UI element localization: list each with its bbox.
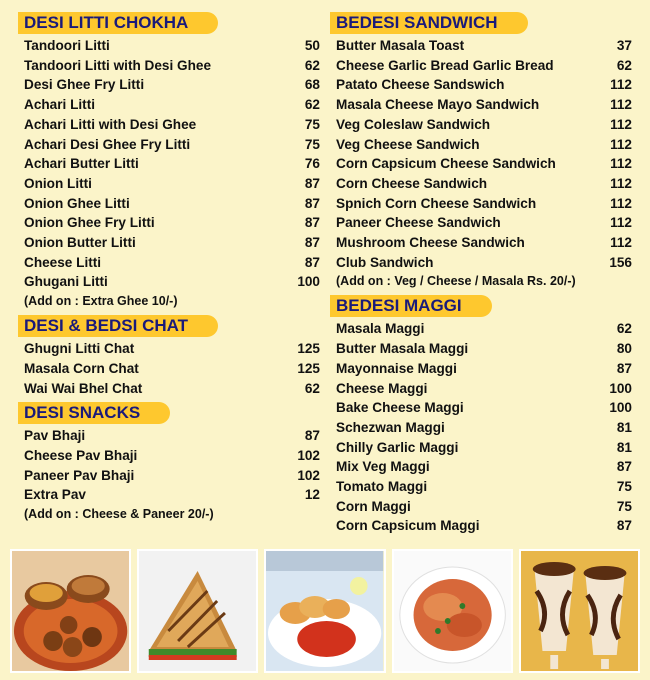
menu-item-name: Ghugani Litti	[24, 274, 108, 290]
menu-item	[24, 446, 320, 466]
menu-column-right	[330, 12, 632, 540]
menu-item-price: 80	[616, 341, 632, 357]
menu-item-price: 87	[304, 195, 320, 211]
menu-item-price: 100	[609, 380, 632, 396]
menu-item-price: 125	[297, 360, 320, 376]
menu-item-price: 112	[610, 156, 632, 172]
menu-item-name: Veg Cheese Sandwich	[336, 136, 480, 152]
menu-item-name: Achari Litti with Desi Ghee	[24, 116, 197, 132]
section-title: DESI SNACKS	[18, 402, 170, 424]
menu-item-price: 102	[297, 447, 320, 463]
menu-item	[336, 174, 632, 194]
menu-item-price: 102	[297, 467, 320, 483]
menu-item-name: Tandoori Litti	[24, 38, 110, 53]
menu-item-price: 100	[609, 400, 632, 416]
menu-item-price: 75	[616, 498, 632, 514]
menu-item-price: 87	[616, 518, 632, 534]
section-bedesi-sandwich	[330, 12, 632, 291]
menu-item-name: Cheese Pav Bhaji	[24, 447, 138, 463]
menu-item-price: 112	[610, 116, 632, 132]
menu-item	[24, 485, 320, 505]
menu-item-name: Masala Cheese Mayo Sandwich	[336, 97, 540, 113]
menu-item	[24, 95, 320, 115]
menu-column-left	[18, 12, 320, 528]
menu-item-price: 75	[616, 479, 632, 495]
menu-item-price: 112	[610, 215, 632, 231]
menu-item	[24, 135, 320, 155]
menu-item-name: Mayonnaise Maggi	[336, 360, 457, 376]
menu-item-name: Paneer Cheese Sandwich	[336, 215, 501, 231]
menu-item-price: 12	[304, 487, 320, 503]
menu-item	[24, 359, 320, 379]
menu-item	[24, 115, 320, 135]
menu-item-price: 68	[304, 77, 320, 93]
menu-item	[24, 36, 320, 56]
section-note: (Add on : Extra Ghee 10/-)	[24, 294, 178, 309]
menu-item-name: Onion Ghee Litti	[24, 195, 130, 211]
grilled-sandwich-photo	[137, 549, 258, 673]
menu-item-name: Desi Ghee Fry Litti	[24, 77, 145, 93]
menu-item-name: Ghugni Litti Chat	[24, 341, 135, 357]
menu-item-price: 87	[616, 459, 632, 475]
section-desi-bedsi-chat	[18, 315, 320, 398]
menu-item	[24, 426, 320, 446]
litti-chokha-photo	[10, 549, 131, 673]
menu-item	[336, 438, 632, 458]
menu-item-name: Mix Veg Maggi	[336, 459, 430, 475]
menu-item	[24, 379, 320, 399]
menu-item	[336, 154, 632, 174]
item-list	[330, 36, 632, 272]
menu-item-price: 81	[616, 439, 632, 455]
menu-item-name: Butter Masala Maggi	[336, 341, 469, 357]
menu-item	[24, 339, 320, 359]
menu-item-name: Chilly Garlic Maggi	[336, 439, 459, 455]
menu-item-name: Pav Bhaji	[24, 428, 86, 444]
menu-item	[336, 194, 632, 214]
menu-item	[336, 516, 632, 536]
menu-item-price: 75	[304, 136, 320, 152]
menu-item	[24, 233, 320, 253]
menu-item-name: Extra Pav	[24, 487, 86, 503]
pasta-photo	[392, 549, 513, 673]
menu-item-price: 156	[609, 254, 632, 270]
menu-item-price: 62	[304, 97, 320, 113]
menu-item-name: Cheese Litti	[24, 254, 102, 270]
cold-coffee-photo	[519, 549, 640, 673]
menu-item-name: Corn Maggi	[336, 498, 411, 514]
menu-item-name: Tandoori Litti with Desi Ghee	[24, 57, 212, 73]
section-title: DESI & BEDSI CHAT	[18, 315, 218, 337]
menu-item-price: 81	[616, 419, 632, 435]
menu-item	[24, 75, 320, 95]
menu-item-price: 87	[304, 235, 320, 251]
menu-item-price: 112	[610, 195, 632, 211]
menu-item	[336, 398, 632, 418]
menu-item-price: 112	[610, 235, 632, 251]
section-note: (Add on : Veg / Cheese / Masala Rs. 20/-)	[336, 274, 576, 289]
menu-item	[336, 36, 632, 56]
menu-item-price: 62	[616, 57, 632, 73]
menu-item-price: 75	[304, 116, 320, 132]
menu-item	[336, 56, 632, 76]
menu-item-name: Cheese Garlic Bread Garlic Bread	[336, 57, 554, 73]
item-list	[330, 319, 632, 536]
menu-item-name: Masala Maggi	[336, 321, 425, 337]
menu-item-name: Onion Ghee Fry Litti	[24, 215, 155, 231]
menu-item-price: 87	[304, 428, 320, 444]
menu-item-price: 87	[616, 360, 632, 376]
menu-item-price: 76	[304, 156, 320, 172]
menu-item	[336, 319, 632, 339]
menu-item-price: 50	[304, 38, 320, 53]
menu-item	[24, 174, 320, 194]
menu-item	[24, 56, 320, 76]
menu-item-name: Wai Wai Bhel Chat	[24, 380, 143, 396]
section-desi-litti-chokha	[18, 12, 320, 311]
section-desi-snacks	[18, 402, 320, 524]
pav-bhaji-photo	[264, 549, 385, 673]
menu-item-name: Bake Cheese Maggi	[336, 400, 464, 416]
menu-item-name: Masala Corn Chat	[24, 360, 139, 376]
menu-item-name: Achari Litti	[24, 97, 95, 113]
section-title: BEDESI MAGGI	[330, 295, 492, 317]
menu-item-price: 125	[297, 341, 320, 357]
menu-item	[24, 272, 320, 292]
menu-item-name: Spnich Corn Cheese Sandwich	[336, 195, 537, 211]
menu-item	[336, 497, 632, 517]
menu-item-price: 62	[304, 380, 320, 396]
menu-item-price: 62	[616, 321, 632, 337]
item-list	[18, 426, 320, 505]
menu-item-price: 112	[610, 97, 632, 113]
item-list	[18, 339, 320, 398]
menu-item	[336, 135, 632, 155]
menu-item	[336, 457, 632, 477]
menu-item	[336, 75, 632, 95]
menu-item	[336, 379, 632, 399]
menu-item-name: Cheese Maggi	[336, 380, 428, 396]
menu-item	[336, 359, 632, 379]
menu-item-price: 87	[304, 254, 320, 270]
menu-item-name: Onion Litti	[24, 175, 92, 191]
menu-item	[336, 233, 632, 253]
menu-item-name: Veg Coleslaw Sandwich	[336, 116, 491, 132]
menu-item-price: 87	[304, 215, 320, 231]
menu-item-name: Patato Cheese Sandswich	[336, 77, 505, 93]
menu-item-name: Corn Capsicum Maggi	[336, 518, 480, 534]
menu-item-price: 112	[610, 136, 632, 152]
menu-item-name: Corn Capsicum Cheese Sandwich	[336, 156, 556, 172]
menu-item-price: 87	[304, 175, 320, 191]
menu-item-name: Tomato Maggi	[336, 479, 428, 495]
menu-item-price: 37	[616, 38, 632, 53]
menu-item-price: 112	[610, 77, 632, 93]
menu-item	[336, 115, 632, 135]
menu-item	[24, 213, 320, 233]
menu-item	[336, 95, 632, 115]
menu-item	[24, 154, 320, 174]
menu-item-name: Mushroom Cheese Sandwich	[336, 235, 525, 251]
menu-item	[336, 477, 632, 497]
menu-item	[336, 339, 632, 359]
menu-item-price: 112	[610, 175, 632, 191]
menu-item	[336, 418, 632, 438]
menu-item-price: 100	[297, 274, 320, 290]
food-photo-strip	[10, 549, 640, 673]
section-title: BEDESI SANDWICH	[330, 12, 528, 34]
menu-item-name: Schezwan Maggi	[336, 419, 445, 435]
menu-item	[24, 253, 320, 273]
menu-item-name: Paneer Pav Bhaji	[24, 467, 135, 483]
section-bedesi-maggi	[330, 295, 632, 536]
menu-item	[336, 213, 632, 233]
menu-item-name: Achari Butter Litti	[24, 156, 139, 172]
section-title: DESI LITTI CHOKHA	[18, 12, 218, 34]
menu-item-name: Onion Butter Litti	[24, 235, 136, 251]
menu-item	[336, 253, 632, 273]
item-list	[18, 36, 320, 292]
menu-item-name: Achari Desi Ghee Fry Litti	[24, 136, 191, 152]
menu-item-name: Corn Cheese Sandwich	[336, 175, 488, 191]
menu-item	[24, 194, 320, 214]
menu-item	[24, 466, 320, 486]
menu-item-price: 62	[304, 57, 320, 73]
menu-item-name: Club Sandwich	[336, 254, 434, 270]
section-note: (Add on : Cheese & Paneer 20/-)	[24, 507, 214, 522]
menu-item-name: Butter Masala Toast	[336, 38, 465, 53]
